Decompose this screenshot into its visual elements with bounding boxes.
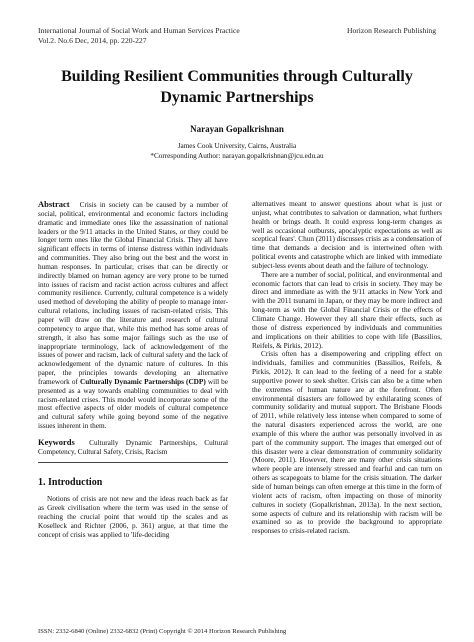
paper-title: Building Resilient Communities through Culturally Dynamic Partnerships: [61, 68, 413, 106]
abstract-bold-term: Culturally Dynamic Partnerships (CDP): [79, 377, 206, 386]
keywords-label: Keywords: [38, 436, 75, 447]
abstract: [38, 200, 228, 431]
affiliation: James Cook University, Cairns, Australia: [177, 142, 297, 150]
section-heading-introduction: 1. Introduction: [38, 476, 103, 488]
running-header-left: [38, 26, 240, 46]
volume-info: Vol.2. No.6 Dec, 2014, pp. 220-227: [38, 36, 147, 45]
abstract-label: Abstract: [38, 199, 70, 209]
affiliation-block: [0, 142, 474, 161]
body-paragraph-1: alternatives meant to answer questions about what is just or unjust, what contributes to salvation or damnation, what furthers health or brings death. It could express long-term changes as well as occasional outbursts, apocalyptic expectations as well as sceptical fears'. Chun (2011) discusses crisis as a condensation of time that demands a decision and is intertwined often with political events and catastrophe which are linked with immediate subject-less events about death and the failure of technology.: [252, 200, 442, 270]
body-paragraph-3: Crisis often has a disempowering and crippling effect on individuals, families and communities (Bassilios, Reifels, & Pirkis, 2012). It can lead to the feeling of a need for a stable supportive power to seek shelter. Crisis can also be a time when the extremes of human nature are at the forefront. Often environmental disasters are followed by exhilarating scenes of community solidarity and mutual support. The Brisbane Floods of 2011, while relatively less intense when compared to some of the natural disasters experienced across the world, are one example of this where the author was personally involved in as part of the community support. The images that emerged out of this disaster were a clear demonstration of community solidarity (Moore, 2011). However, there are many other crisis situations where people are intensely stressed and fearful and can turn on others as scapegoats to blame for the crisis situation. The darker side of human beings can often emerge at this time in the form of violent acts of racism, often impacting on those of minority cultures in society (Gopalkrishnan, 2013a). In the next section, some aspects of culture and its relationship with racism will be examined so as to provide the background to appropriate responses to crisis-related racism.: [252, 350, 442, 536]
page-footer: ISSN: 2332-6840 (Online) 2332-6832 (Print) Copyright © 2014 Horizon Research Publishing: [38, 628, 287, 635]
corresponding-author: *Corresponding Author: narayan.gopalkrishnan@jcu.edu.au: [150, 151, 324, 160]
abstract-text-2: will be presented as a way towards enabling communities to deal with racism-related crises. This model would incorporate some of the most effective aspects of older models of cultural competence and cultural safety while going beyond some of the negative issues inherent in them.: [38, 377, 229, 431]
journal-name: International Journal of Social Work and Human Services Practice: [38, 26, 240, 35]
abstract-text-1: Crisis in society can be caused by a number of social, political, environmental and economic factors including dramatic and immediate ones like the assassination of national leaders or the 9/11 attacks in the United States, or they could be longer term ones like the Global Financial Crisis. They all have significant effects in terms of intense distress within individuals and communities. They also bring out the best and the worst in human responses. In particular, crises that can be directly or indirectly blamed on human agency are very prone to be turned into issues of racism and racist action across cultures and affect community resilience. Currently, cultural competence is a widely used method of developing the ability of people to manage inter-cultural relations, including issues of racism-related crisis. This paper will draw on the literature and research of cultural competency to argue that, while this method has some areas of strength, it also has some major failings such as the use of inappropriate terminology, lack of acknowledgement of the issues of power and racism, lack of cultural safety and the lack of acknowledgement of the dynamic nature of cultures. In this paper, the principles towards developing an alternative framework of: [38, 201, 228, 386]
publisher-name: Horizon Research Publishing: [346, 26, 436, 35]
keywords-text: Culturally Dynamic Partnerships, Cultural Competency, Cultural Safety, Crisis, Racism: [38, 438, 228, 456]
intro-paragraph: Notions of crisis are not new and the ideas reach back as far as Greek civilisation where the term was used in the sense of reaching the crucial point that would tip the scales and as Koselleck and Richter (2006, p. 361) argue, at that time the concept of crisis was applied to 'life-deciding: [38, 495, 228, 539]
body-paragraph-2: There are a number of social, political, and environmental and economic factors that can lead to crisis in society. They may be direct and immediate as with the 9/11 attacks in New York and with the 2011 tsunami in Japan, or they may be more indirect and long-term as with the Global Financial Crisis or the effects of Climate Change. However they all share their effects, such as those of distress experienced by individuals and communities and implications on their abilities to cope with life (Bassilios, Reifels, & Pirkis, 2012).: [252, 270, 442, 350]
left-column: [38, 200, 228, 540]
author-name: Narayan Gopalkrishnan: [190, 124, 284, 134]
keywords: [38, 438, 228, 457]
section-divider: [38, 462, 228, 463]
right-column: [252, 200, 442, 536]
